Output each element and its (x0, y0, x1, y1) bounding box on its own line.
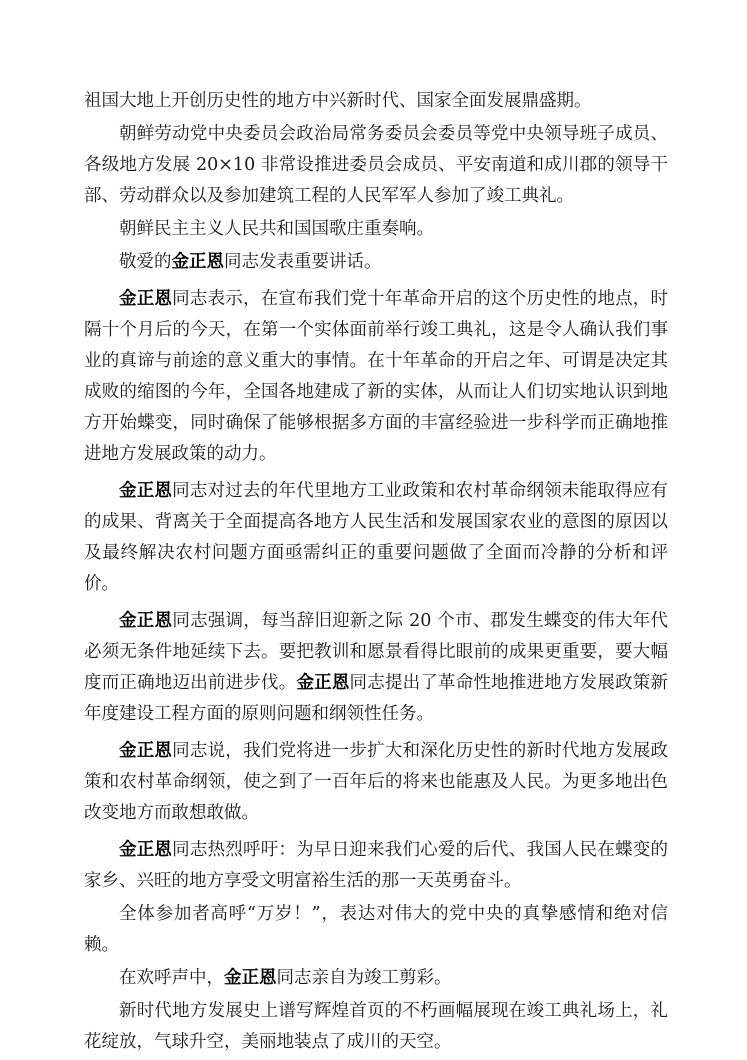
paragraph-text: 朝鲜劳动党中央委员会政治局常务委员会委员等党中央领导班子成员、各级地方发展 20×10 非常设推进委员会成员、平安南道和成川郡的领导干部、劳动群众以及参加建筑工程的人民军军人参加了竣工典礼。 (84, 124, 668, 206)
paragraph-text: 同志表示，在宣布我们党十年革命开启的这个历史性的地点，时隔十个月后的今天，在第一个实体面前举行竣工典礼，这是令人确认我们事业的真谛与前途的意义重大的事情。在十年革命的开启之年、可谓是决定其成败的缩图的今年，全国各地建成了新的实体，从而让人们切实地认识到地方开始蝶变，同时确保了能够根据多方面的丰富经验进一步科学而正确地推进地方发展政策的动力。 (84, 289, 669, 464)
paragraph (84, 899, 668, 961)
paragraph-text: 朝鲜民主主义人民共和国国歌庄重奏响。 (119, 219, 434, 239)
paragraph-text: 新时代地方发展史上谱写辉煌首页的不朽画幅展现在竣工典礼场上，礼花绽放，气球升空，美丽地装点了成川的天空。 (84, 1001, 668, 1052)
paragraph (84, 963, 668, 994)
paragraph-text: 敬爱的 (119, 252, 172, 272)
paragraph (84, 284, 668, 470)
paragraph (84, 736, 668, 829)
paragraph (84, 996, 668, 1058)
paragraph (84, 247, 668, 278)
leader-name: 金正恩 (296, 673, 350, 693)
leader-name: 金正恩 (119, 289, 173, 309)
leader-name: 金正恩 (119, 611, 173, 631)
paragraph-text: 同志强调，每当辞旧迎新之际 20 个市、郡发生蝶变的伟大年代必须无条件地延续下去。要把教训和愿景看得比眼前的成果更重要，要大幅度而正确地迈出前进步伐。 (84, 611, 668, 693)
article-body (84, 86, 668, 1060)
paragraph-text: 同志发表重要讲话。 (224, 252, 382, 272)
leader-name: 金正恩 (119, 481, 173, 501)
paragraph-text: 同志说，我们党将进一步扩大和深化历史性的新时代地方发展政策和农村革命纲领，使之到了一百年后的将来也能惠及人民。为更多地出色改变地方而敢想敢做。 (84, 741, 669, 823)
leader-name: 金正恩 (171, 252, 224, 272)
paragraph-text: 祖国大地上开创历史性的地方中兴新时代、国家全面发展鼎盛期。 (84, 91, 592, 111)
paragraph-text: 同志对过去的年代里地方工业政策和农村革命纲领未能取得应有的成果、背离关于全面提高各地方人民生活和发展国家农业的意图的原因以及最终解决农村问题方面亟需纠正的重要问题做了全面而冷静的分析和评价。 (84, 481, 669, 594)
paragraph-text: 全体参加者高呼“万岁！”，表达对伟大的党中央的真挚感情和绝对信赖。 (84, 904, 668, 955)
paragraph-text: 在欢呼声中， (119, 968, 224, 988)
paragraph (84, 835, 668, 897)
paragraph-text: 同志亲自为竣工剪彩。 (276, 968, 452, 988)
paragraph (84, 606, 668, 730)
paragraph (84, 476, 668, 600)
paragraph (84, 86, 668, 117)
paragraph (84, 119, 668, 212)
paragraph-text: 同志提出了革命性地推进地方发展政策新年度建设工程方面的原则问题和纲领性任务。 (84, 673, 668, 724)
paragraph (84, 214, 668, 245)
leader-name: 金正恩 (224, 968, 277, 988)
leader-name: 金正恩 (119, 741, 173, 761)
paragraph-text: 同志热烈呼吁：为早日迎来我们心爱的后代、我国人民在蝶变的家乡、兴旺的地方享受文明富裕生活的那一天英勇奋斗。 (84, 840, 669, 891)
leader-name: 金正恩 (119, 840, 173, 860)
